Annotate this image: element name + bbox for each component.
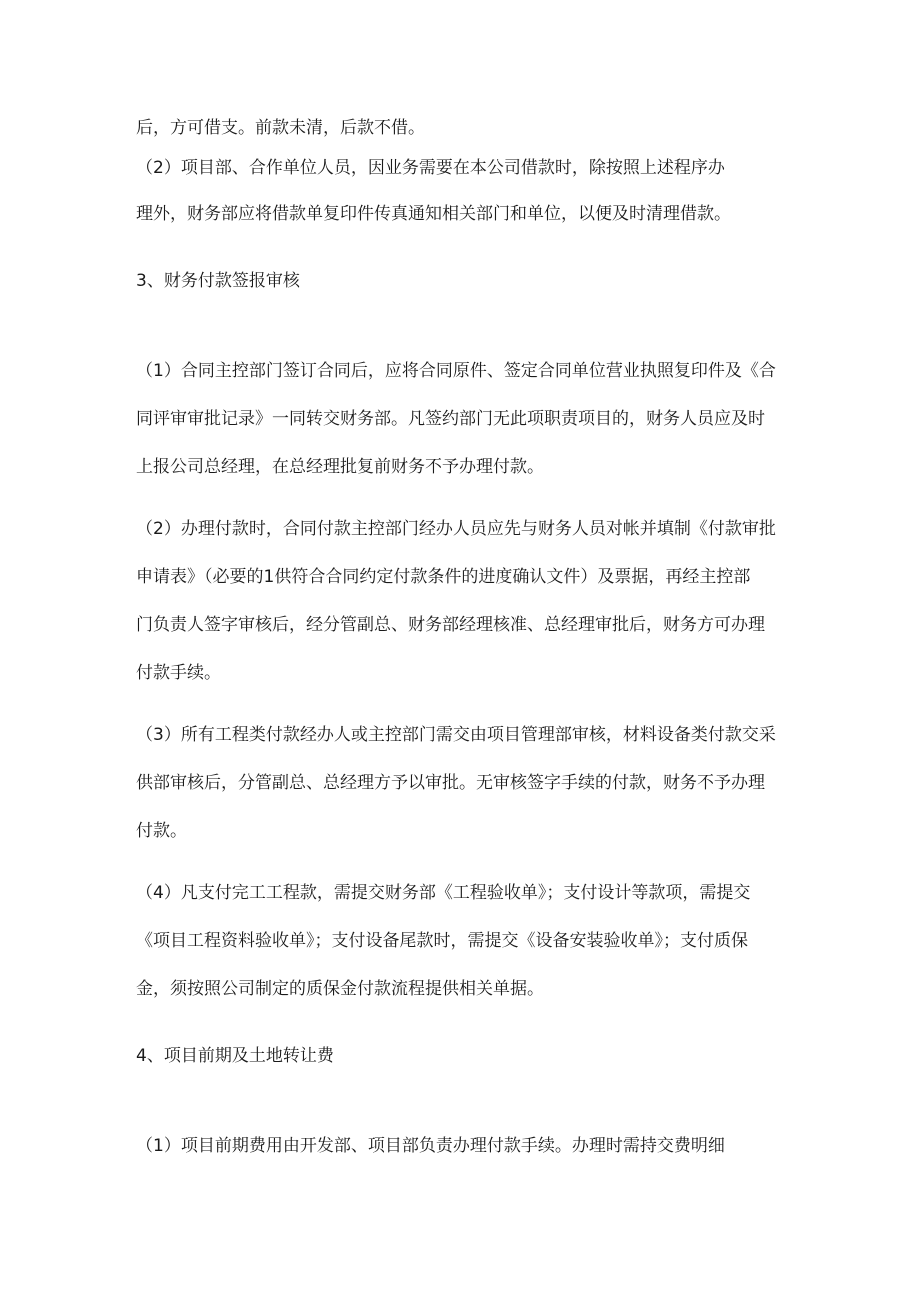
paragraph-line: 上报公司总经理，在总经理批复前财务不予办理付款。	[136, 457, 544, 477]
paragraph-line: 理外，财务部应将借款单复印件传真通知相关部门和单位，以便及时清理借款。	[136, 204, 731, 224]
paragraph-line: 金，须按照公司制定的质保金付款流程提供相关单据。	[136, 979, 544, 999]
paragraph-line: 付款手续。	[136, 663, 221, 683]
paragraph-line: 付款。	[136, 821, 187, 841]
paragraph-line: （2）办理付款时，合同付款主控部门经办人员应先与财务人员对帐并填制《付款审批	[136, 519, 776, 539]
paragraph-line: 申请表》（必要的1供符合合同约定付款条件的进度确认文件）及票据，再经主控部	[136, 567, 751, 587]
paragraph-line: 后，方可借支。前款未清，后款不借。	[136, 118, 425, 138]
paragraph-line: 供部审核后，分管副总、总经理方予以审批。无审核签字手续的付款，财务不予办理	[136, 773, 765, 793]
section-heading: 4、项目前期及土地转让费	[136, 1046, 334, 1066]
paragraph-line: （4）凡支付完工工程款，需提交财务部《工程验收单》；支付设计等款项，需提交	[136, 883, 751, 903]
paragraph-line: 《项目工程资料验收单》；支付设备尾款时，需提交《设备安装验收单》；支付质保	[136, 931, 748, 951]
paragraph-line: （1）合同主控部门签订合同后，应将合同原件、签定合同单位营业执照复印件及《合	[136, 361, 776, 381]
paragraph-line: （1）项目前期费用由开发部、项目部负责办理付款手续。办理时需持交费明细	[136, 1136, 725, 1156]
paragraph-line: （2）项目部、合作单位人员，因业务需要在本公司借款时，除按照上述程序办	[136, 158, 725, 178]
section-heading: 3、财务付款签报审核	[136, 271, 300, 291]
paragraph-line: 门负责人签字审核后，经分管副总、财务部经理核准、总经理审批后，财务方可办理	[136, 615, 765, 635]
paragraph-line: 同评审审批记录》一同转交财务部。凡签约部门无此项职责项目的，财务人员应及时	[136, 409, 765, 429]
paragraph-line: （3）所有工程类付款经办人或主控部门需交由项目管理部审核，材料设备类付款交采	[136, 725, 776, 745]
